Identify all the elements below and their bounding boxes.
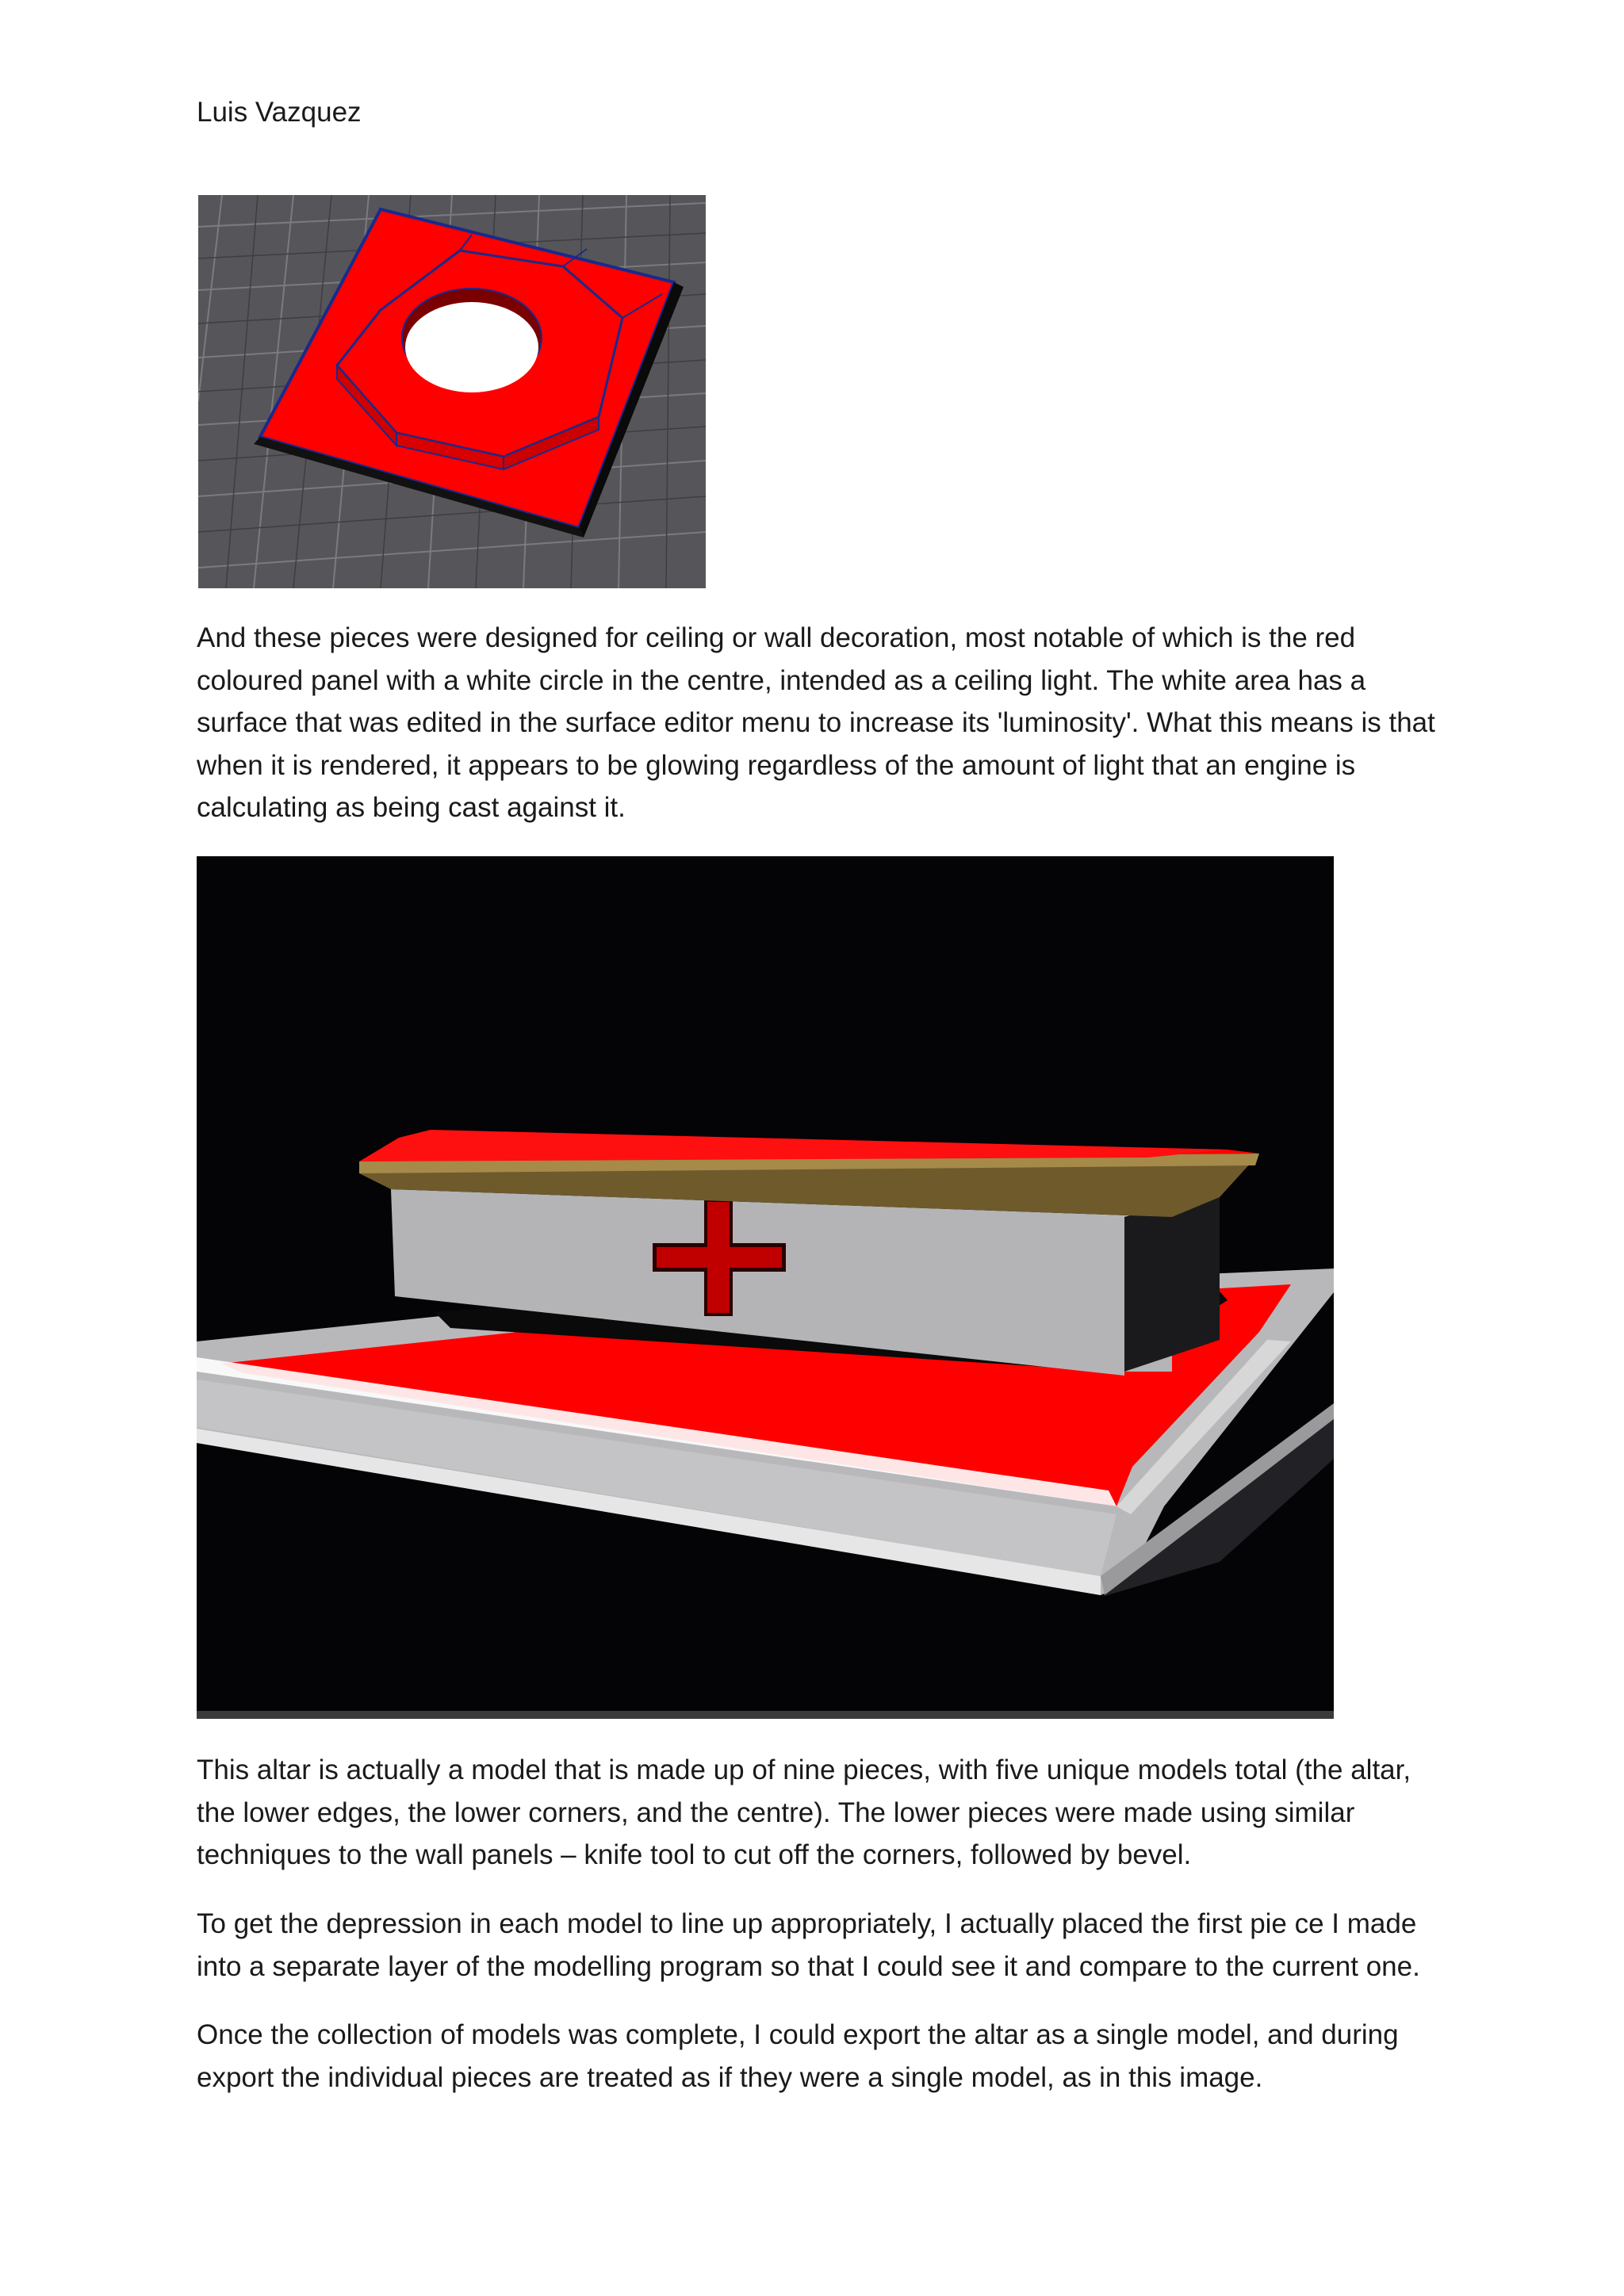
paragraph-export: Once the collection of models was complete, I could export the altar as a single model, and during export the individual pieces are treated as if they were a single model, as in this image. <box>197 2019 1399 2093</box>
ceiling-light-panel-image <box>198 195 706 588</box>
paragraph-altar-pieces: This altar is actually a model that is made up of nine pieces, with five unique models total (the altar, the lower edges, the lower corners, and the centre). The lower pieces were made using similar techniques to the wall panels – knife tool to cut off the corners, followed by bevel. <box>197 1755 1411 1870</box>
paragraph-ceiling-decoration: And these pieces were designed for ceiling or wall decoration, most notable of which is the red coloured panel with a white circle in the centre, intended as a ceiling light. The white area has a surface that was edited in the surface editor menu to increase its 'luminosity'. What this means is that when it is rendered, it appears to be glowing regardless of the amount of light that an engine is calculating as being cast against it. <box>197 622 1435 823</box>
author-name: Luis Vazquez <box>197 97 362 128</box>
paragraph-depression-alignment: To get the depression in each model to line up appropriately, I actually placed the first pie ce I made into a separate layer of the modelling program so that I could see it and compare to the current one. <box>197 1908 1420 1982</box>
altar-render-image <box>197 856 1334 1719</box>
